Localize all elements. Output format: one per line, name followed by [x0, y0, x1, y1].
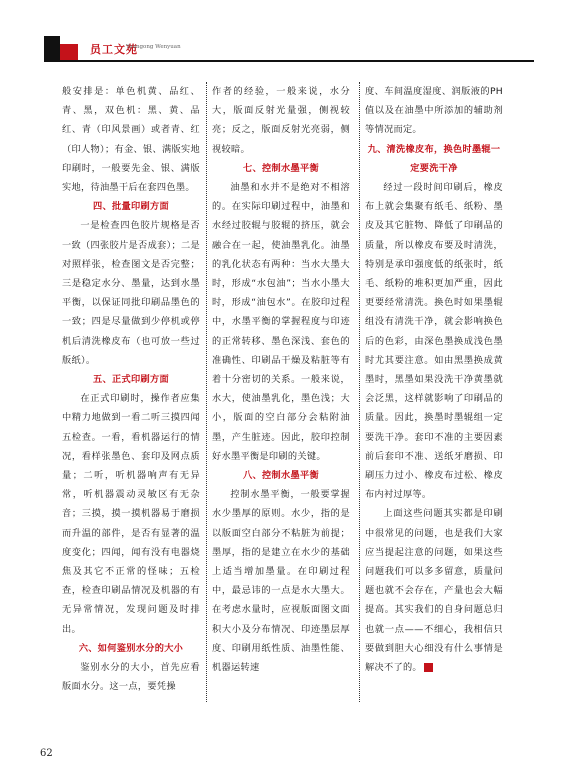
page-number: 62 [40, 748, 53, 759]
header-rule [44, 60, 534, 62]
section-subtitle: Yuangong Wenyuan [126, 44, 181, 50]
section-heading: 六、如何鉴别水分的大小 [78, 642, 184, 654]
section-title: 员工文苑 [90, 43, 138, 56]
section-heading: 四、批量印刷方面 [93, 201, 169, 213]
end-mark-icon: ❀ [424, 663, 433, 672]
magazine-logo [44, 36, 84, 62]
text-column-3 [365, 82, 503, 677]
paragraph: 在正式印刷时，操作者应集中精力地做到一看二听三摸四闻五检查。一看，看机器运行的情况，看样张墨色、套印及网点质量；二听，听机器响声有无异常，听机器震动灵敏区有无杂音；三摸，摸一摸机器易于磨损而升温的部件，是否有显著的温度变化；四闻，闻有没有电器烧焦及其它不正常的怪味；五检查，检查印刷品情况及机器的有无异常情况，发现问题及时排出。 [62, 393, 200, 635]
paragraph: 经过一段时间印刷后，橡皮布上就会集聚有纸毛、纸粉、墨皮及其它脏物、降低了印刷品的质量，所以橡皮布要及时清洗，特别是承印强度低的纸张时，纸毛、纸粉的堆积更加严重，因此更要经常清洗。换色时如果墨辊组没有清洗干净，就会影响换色后的色彩，由深色墨换成浅色墨时尤其要注意。如由黑墨换成黄墨时，黑墨如果没洗干净黄墨就会泛黑，这样就影响了印刷品的质量。因此，换墨时墨辊组一定要洗干净。套印不准的主要因素前后套印不准、送纸牙磨损、印刷压力过小、橡皮布过松、橡皮布内衬过厚等。 [365, 182, 503, 501]
paragraph: 度、车间温度湿度、润版液的PH值以及在油墨中所添加的辅助剂等情况而定。 [365, 86, 503, 136]
paragraph: 般安排是：单色机黄、品红、青、黑，双色机：黑、黄、品红、青（印风景画）或者青、红（印人物）；有金、银、满版实地印刷时，一般要先金、银、满版实地，待油墨干后在套四色墨。 [62, 86, 200, 194]
section-heading: 九、清洗橡皮布，换色时墨辊一定要洗干净 [367, 143, 501, 174]
column-divider [359, 82, 360, 702]
section-heading: 八、控制水墨平衡 [243, 470, 319, 482]
paragraph: 控制水墨平衡，一般要掌握水少墨厚的原则。水少，指的是以版面空白部分不粘脏为前提；墨厚，指的是建立在水少的基础上适当增加墨量。在印刷过程中，最忌讳的一点是水大墨大。在考虑水量时，应视版面图文面积大小及分布情况、印迹墨层厚度、印刷用纸性质、油墨性能、机器运转速 [212, 489, 350, 674]
paragraph: 一是检查四色胶片规格是否一致（四张胶片是否成套）；二是对照样张，检查图文是否完整；三是稳定水分、墨量，达到水墨平衡，以保证同批印刷品墨色的一致；四是尽量做到少停机或停机后清洗橡皮布（也可放一些过版纸）。 [62, 220, 200, 366]
paragraph: 作者的经验，一般来说，水分大，版面反射光量强，侧视较亮；反之，版面反射光亮弱，侧视较暗。 [212, 86, 350, 155]
paragraph: 油墨和水并不是绝对不相溶的。在实际印刷过程中，油墨和水经过胶辊与胶辊的挤压，就会融合在一起，使油墨乳化。油墨的乳化状态有两种：当水大墨大时，形成“水包油”；当水小墨大时，形成“油包水”。在胶印过程中，水墨平衡的掌握程度与印迹的正常转移、墨色深浅、套色的准确性、印刷品干燥及粘脏等有着十分密切的关系。一般来说，水大，使油墨乳化，墨色浅；大小，版面的空白部分会粘附油墨，产生脏迹。因此，胶印控制好水墨平衡是印刷的关键。 [212, 182, 350, 462]
closing-paragraph-text: 上面这些问题其实都是印刷中很常见的问题，也是我们大家应当提起注意的问题，如果这些问题我们可以多多留意，质量问题也就不会存在，产量也会大幅提高。其实我们的自身问题总归也就一点——不细心，我相信只要做到胆大心细没有什么事情是解决不了的。 [365, 508, 503, 674]
paragraph [365, 504, 503, 677]
paragraph: 鉴别水分的大小，首先应看版面水分。这一点，要凭操 [62, 662, 200, 693]
text-column-1 [62, 82, 200, 697]
column-divider [206, 82, 207, 702]
page-header [0, 0, 563, 70]
section-heading: 七、控制水墨平衡 [243, 162, 319, 174]
text-column-2 [212, 82, 350, 677]
section-heading: 五、正式印刷方面 [93, 374, 169, 386]
